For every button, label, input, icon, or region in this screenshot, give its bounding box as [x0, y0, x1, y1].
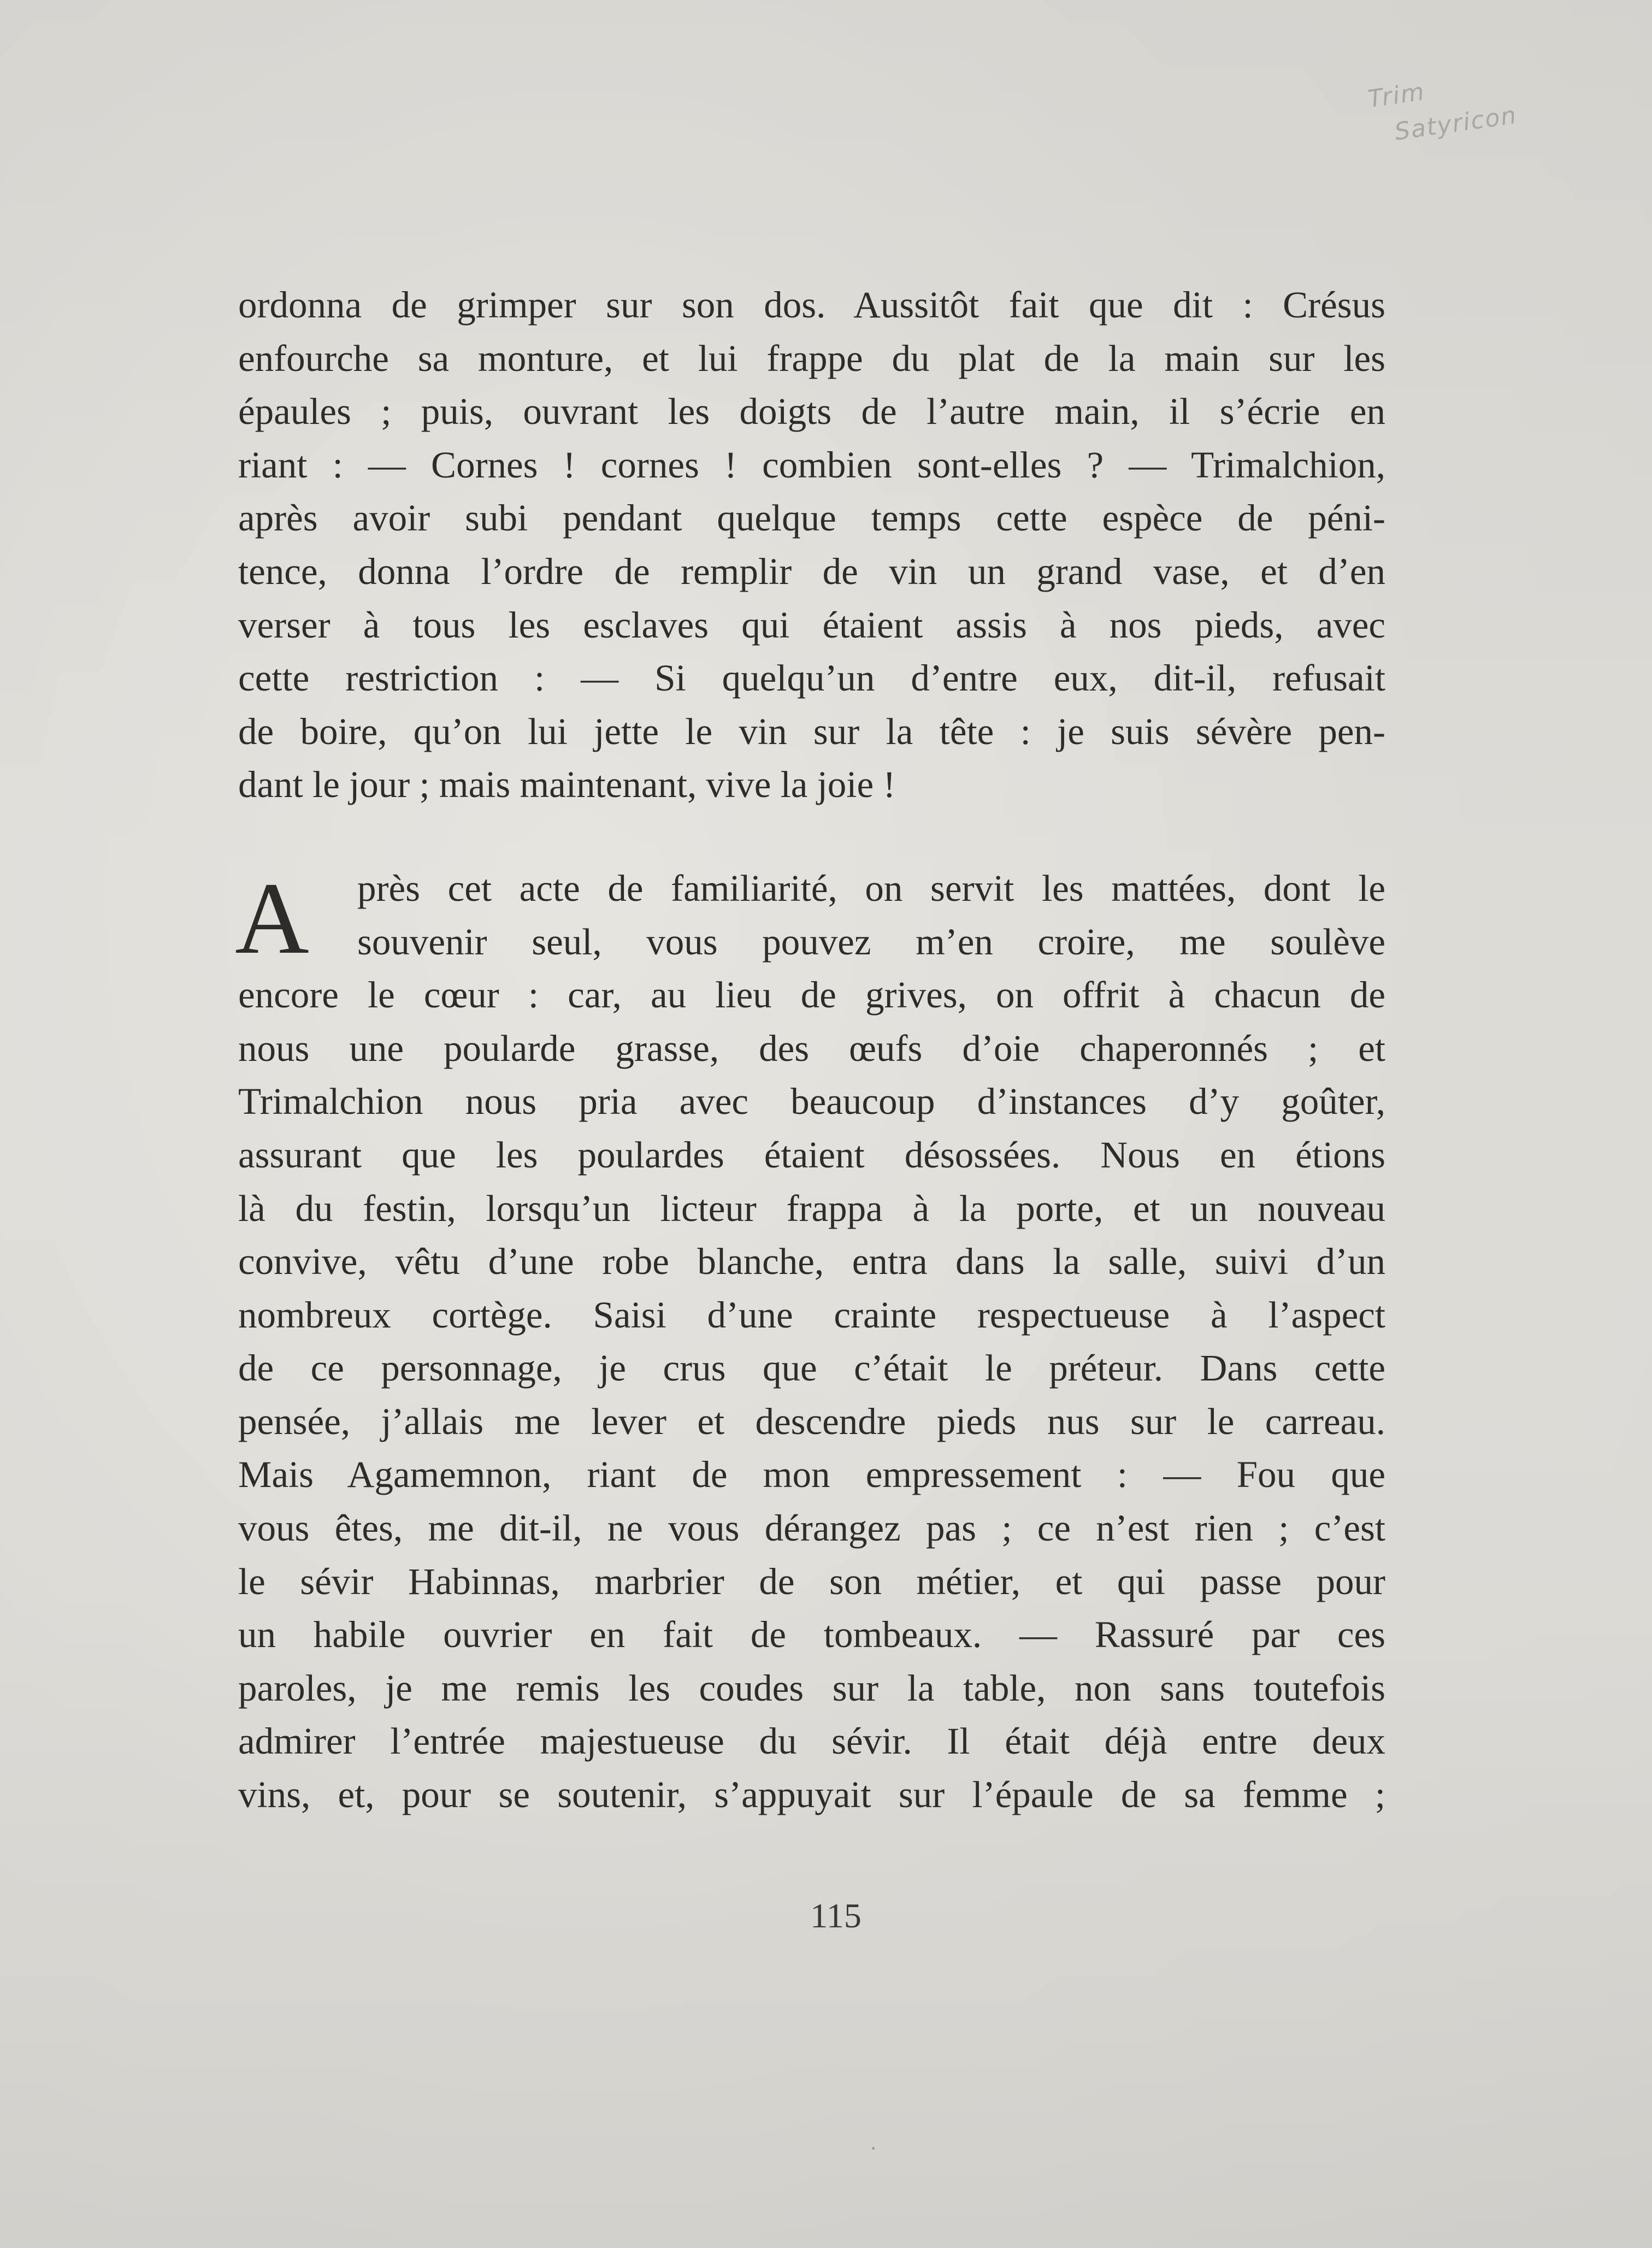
text-line: le sévir Habinnas, marbrier de son métier, et qui passe pour — [238, 1560, 1385, 1602]
annotation-line-1: Trim — [1366, 78, 1427, 114]
text-line: là du festin, lorsqu’un licteur frappa à la porte, et un nouveau — [238, 1187, 1385, 1229]
text-line: vins, et, pour se soutenir, s’appuyait sur l’épaule de sa femme ; — [238, 1774, 1385, 1816]
annotation-line-2: Satyricon — [1393, 101, 1519, 146]
paragraph-gap — [238, 812, 1385, 862]
text-line: riant : — Cornes ! cornes ! combien sont-elles ? — Trimalchion, — [238, 444, 1385, 486]
paragraph-1 — [238, 279, 1385, 812]
paragraph-2 — [235, 860, 1385, 1822]
text-line: Trimalchion nous pria avec beaucoup d’instances d’y goûter, — [238, 1081, 1385, 1123]
text-line: un habile ouvrier en fait de tombeaux. — Rassuré par ces — [238, 1614, 1385, 1656]
text-line: souvenir seul, vous pouvez m’en croire, me soulève — [357, 921, 1385, 963]
paper-speck — [872, 2147, 875, 2150]
text-line: pensée, j’allais me lever et descendre pieds nus sur le carreau. — [238, 1400, 1385, 1442]
text-line: épaules ; puis, ouvrant les doigts de l’autre main, il s’écrie en — [238, 391, 1385, 433]
text-line: dant le jour ; mais maintenant, vive la joie ! — [238, 764, 896, 806]
text-line: admirer l’entrée majestueuse du sévir. Il était déjà entre deux — [238, 1720, 1385, 1762]
text-line: nous une poularde grasse, des œufs d’oie chaperonnés ; et — [238, 1027, 1385, 1069]
text-line: de boire, qu’on lui jette le vin sur la tête : je suis sévère pen- — [238, 710, 1385, 752]
body-text — [235, 279, 1385, 1822]
drop-cap: A — [235, 860, 309, 975]
text-line: encore le cœur : car, au lieu de grives, on offrit à chacun de — [238, 974, 1385, 1016]
text-line: paroles, je me remis les coudes sur la table, non sans toutefois — [238, 1667, 1385, 1709]
text-line: après avoir subi pendant quelque temps cette espèce de péni- — [238, 497, 1385, 539]
text-line: verser à tous les esclaves qui étaient assis à nos pieds, avec — [238, 604, 1385, 646]
text-line: tence, donna l’ordre de remplir de vin un grand vase, et d’en — [238, 550, 1385, 592]
text-line: Mais Agamemnon, riant de mon empressement : — Fou que — [238, 1454, 1385, 1496]
text-line: près cet acte de familiarité, on servit les mattées, dont le — [357, 867, 1385, 909]
pencil-annotation — [1366, 49, 1614, 190]
text-line: ordonna de grimper sur son dos. Aussitôt fait que dit : Crésus — [238, 284, 1385, 326]
text-line: vous êtes, me dit-il, ne vous dérangez pas ; ce n’est rien ; c’est — [238, 1507, 1385, 1549]
text-line: nombreux cortège. Saisi d’une crainte respectueuse à l’aspect — [238, 1294, 1385, 1336]
text-line: convive, vêtu d’une robe blanche, entra dans la salle, suivi d’un — [238, 1241, 1385, 1283]
text-line: assurant que les poulardes étaient désossées. Nous en étions — [238, 1134, 1385, 1176]
text-line: de ce personnage, je crus que c’était le préteur. Dans cette — [238, 1347, 1385, 1389]
text-line: enfourche sa monture, et lui frappe du plat de la main sur les — [238, 337, 1385, 379]
page-number: 115 — [810, 1896, 862, 1935]
text-line: cette restriction : — Si quelqu’un d’entre eux, dit-il, refusait — [238, 657, 1385, 699]
